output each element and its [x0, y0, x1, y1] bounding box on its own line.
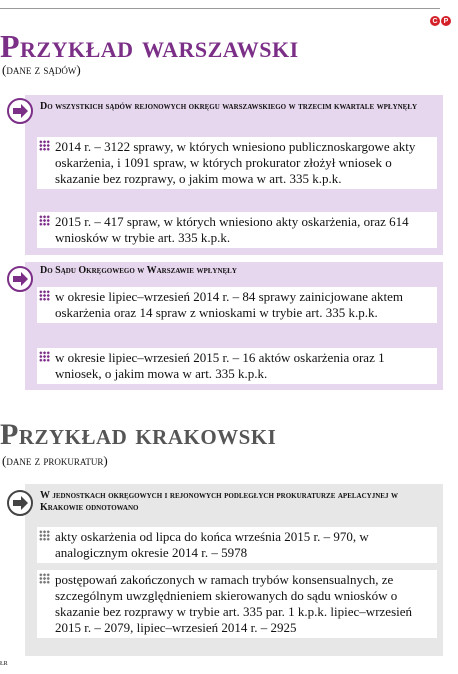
copyright-p: P	[441, 16, 451, 26]
copyright-badge	[430, 16, 451, 26]
bullet-dots-icon	[39, 351, 50, 362]
list-item: 2015 r. – 417 spraw, w których wniesiono akty oskarżenia, oraz 614 wniosków w trybie art. 335 k.p.k.	[37, 212, 437, 248]
block-heading: W jednostkach okręgowych i rejonowych podległych prokuraturze apelacyjnej w Krakowie odnotowano	[40, 490, 398, 513]
section-subtitle-krakow: (dane z prokuratur)	[2, 453, 108, 468]
bullet-dots-icon	[39, 140, 50, 151]
bullet-dots-icon	[39, 215, 50, 226]
bullet-dots-icon	[39, 530, 50, 541]
copyright-c: C	[430, 16, 440, 26]
section-subtitle-warsaw: (dane z sądów)	[2, 62, 81, 77]
top-rule	[0, 8, 440, 9]
krakow-block-prosecutors	[25, 484, 443, 656]
author-initials: łr	[0, 658, 8, 667]
arrow-right-icon	[7, 490, 33, 516]
list-item: w okresie lipiec–wrzesień 2014 r. – 84 sprawy zainicjowane aktem oskarżenia oraz 14 spraw z wnioskami w trybie art. 335 k.p.k.	[37, 287, 437, 323]
warsaw-block-district-courts	[25, 95, 443, 255]
bullet-dots-icon	[39, 573, 50, 584]
bullet-dots-icon	[39, 290, 50, 301]
section-title-warsaw: Przykład warszawski	[0, 28, 299, 64]
warsaw-block-regional-court	[25, 262, 443, 390]
list-item: akty oskarżenia od lipca do końca września 2015 r. – 970, w analogicznym okresie 2014 r. – 5978	[37, 527, 437, 563]
block-heading: Do Sądu Okręgowego w Warszawie wpłynęły	[40, 265, 237, 276]
list-item: postępowań zakończonych w ramach trybów konsensualnych, ze szczególnym uwzględnieniem skierowanych do sądu wniosków o skazanie bez rozprawy w trybie art. 335 par. 1 k.p.k. lipiec–wrzesień 2015 r. – 2079, lipiec–wrzesień 2014 r. – 2925	[37, 570, 437, 638]
arrow-right-icon	[7, 98, 33, 124]
block-heading: Do wszystkich sądów rejonowych okręgu warszawskiego w trzecim kwartale wpłynęły	[40, 101, 418, 112]
section-title-krakow: Przykład krakowski	[0, 418, 277, 451]
list-item: w okresie lipiec–wrzesień 2015 r. – 16 aktów oskarżenia oraz 1 wniosek, o jakim mowa w art. 335 k.p.k.	[37, 348, 437, 384]
list-item: 2014 r. – 3122 sprawy, w których wniesiono publicznoskargowe akty oskarżenia, i 1091 spraw, w których prokurator złożył wniosek o skazanie bez rozprawy, o jakim mowa w art. 335 k.p.k.	[37, 137, 437, 189]
arrow-right-icon	[7, 266, 33, 292]
